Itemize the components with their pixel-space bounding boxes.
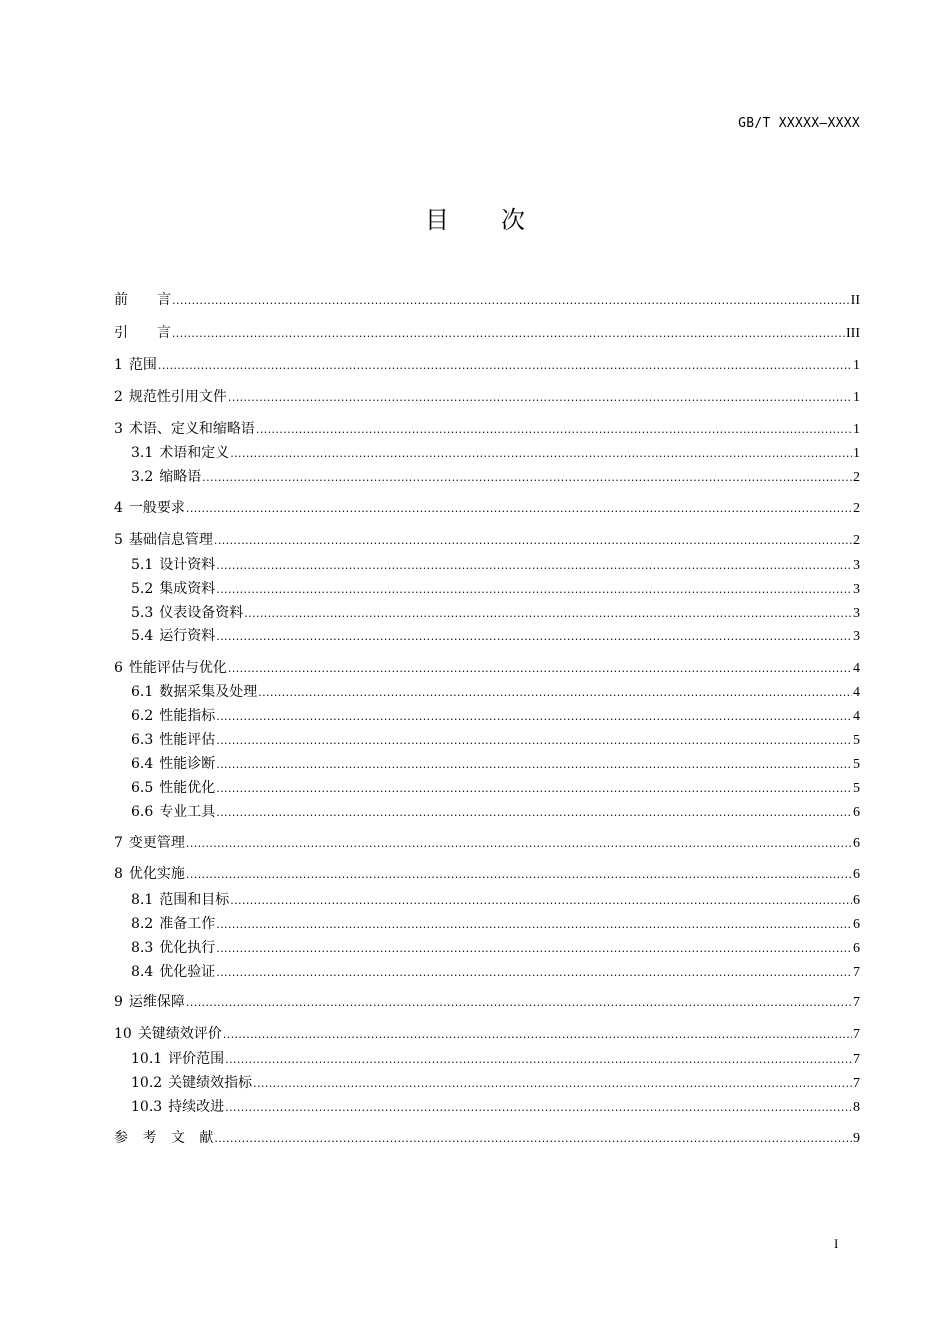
toc-entry-number: 参 考 文 献 bbox=[114, 1130, 214, 1146]
toc-entry-number: 前 bbox=[114, 292, 128, 308]
toc-entry[interactable] bbox=[114, 1097, 860, 1117]
toc-entry-number: 10 bbox=[114, 1026, 132, 1042]
toc-entry[interactable] bbox=[114, 603, 860, 623]
toc-entry-number: 6.6 bbox=[131, 804, 154, 820]
toc-entry-page: 6 bbox=[853, 867, 860, 882]
toc-leader-dots bbox=[158, 356, 852, 376]
standard-code: GB/T XXXXX—XXXX bbox=[738, 116, 860, 131]
toc-entry-number: 5.1 bbox=[131, 557, 154, 573]
toc-leader-dots bbox=[216, 580, 852, 600]
toc-leader-dots bbox=[216, 731, 852, 751]
toc-entry[interactable] bbox=[114, 914, 860, 934]
toc-leader-dots bbox=[256, 420, 852, 440]
toc-leader-dots bbox=[225, 1098, 852, 1118]
toc-entry-title: 缩略语 bbox=[159, 469, 202, 485]
toc-leader-dots bbox=[230, 444, 852, 464]
toc-entry[interactable] bbox=[114, 498, 860, 518]
toc-entry-page: 9 bbox=[853, 1131, 860, 1146]
toc-entry[interactable] bbox=[114, 579, 860, 599]
toc-entry-title: 性能优化 bbox=[159, 780, 216, 796]
toc-entry-page: 5 bbox=[853, 733, 860, 748]
toc-entry[interactable] bbox=[114, 1049, 860, 1069]
toc-entry-number: 8.4 bbox=[131, 964, 154, 980]
toc-entry-page: 8 bbox=[853, 1100, 860, 1115]
toc-entry[interactable] bbox=[114, 864, 860, 884]
toc-entry[interactable] bbox=[114, 323, 860, 343]
toc-entry-number: 3.1 bbox=[131, 445, 154, 461]
toc-entry-page: 1 bbox=[853, 358, 860, 373]
toc-entry-title: 数据采集及处理 bbox=[159, 684, 258, 700]
toc-entry[interactable] bbox=[114, 1128, 860, 1148]
toc-leader-dots bbox=[216, 939, 852, 959]
toc-entry-page: 7 bbox=[853, 1027, 860, 1042]
toc-leader-dots bbox=[216, 963, 852, 983]
toc-entry-page: 4 bbox=[853, 661, 860, 676]
toc-entry-page: III bbox=[846, 326, 860, 341]
toc-entry[interactable] bbox=[114, 555, 860, 575]
toc-entry[interactable] bbox=[114, 778, 860, 798]
toc-leader-dots bbox=[202, 468, 852, 488]
toc-entry-page: II bbox=[850, 293, 860, 308]
toc-entry-number: 3.2 bbox=[131, 469, 154, 485]
toc-entry[interactable] bbox=[114, 1024, 860, 1044]
toc-entry-page: 6 bbox=[853, 836, 860, 851]
toc-entry-number: 3 bbox=[114, 421, 123, 437]
toc-entry-title: 持续改进 bbox=[168, 1099, 225, 1115]
toc-entry[interactable] bbox=[114, 419, 860, 439]
toc-entry[interactable] bbox=[114, 992, 860, 1012]
toc-entry-page: 4 bbox=[853, 709, 860, 724]
toc-leader-dots bbox=[172, 291, 850, 311]
toc-entry-page: 1 bbox=[853, 446, 860, 461]
toc-entry[interactable] bbox=[114, 802, 860, 822]
toc-leader-dots bbox=[216, 755, 852, 775]
toc-entry-number: 1 bbox=[114, 357, 123, 373]
toc-leader-dots bbox=[186, 834, 852, 854]
toc-entry-number: 10.1 bbox=[131, 1051, 163, 1067]
toc-entry[interactable] bbox=[114, 682, 860, 702]
toc-entry-page: 1 bbox=[853, 422, 860, 437]
toc-entry-title: 术语、定义和缩略语 bbox=[128, 421, 255, 437]
toc-entry-title: 性能评估 bbox=[159, 732, 216, 748]
toc-entry-title: 一般要求 bbox=[128, 500, 185, 516]
toc-entry-number: 4 bbox=[114, 500, 123, 516]
toc-entry-page: 6 bbox=[853, 941, 860, 956]
toc-entry-number: 5.4 bbox=[131, 628, 154, 644]
toc-entry-number: 7 bbox=[114, 835, 123, 851]
toc-entry[interactable] bbox=[114, 890, 860, 910]
toc-leader-dots bbox=[186, 865, 852, 885]
toc-entry-page: 7 bbox=[853, 1076, 860, 1091]
toc-entry[interactable] bbox=[114, 938, 860, 958]
toc-entry[interactable] bbox=[114, 730, 860, 750]
toc-leader-dots bbox=[216, 915, 852, 935]
toc-entry-number: 8.3 bbox=[131, 940, 154, 956]
toc-leader-dots bbox=[216, 556, 852, 576]
toc-entry[interactable] bbox=[114, 387, 860, 407]
toc-entry-title: 范围和目标 bbox=[159, 892, 230, 908]
toc-entry-page: 2 bbox=[853, 533, 860, 548]
toc-entry-number: 6.2 bbox=[131, 708, 154, 724]
toc-entry-page: 6 bbox=[853, 893, 860, 908]
toc-entry-page: 5 bbox=[853, 757, 860, 772]
toc-leader-dots bbox=[223, 1025, 852, 1045]
toc-entry-title: 言 bbox=[156, 325, 171, 341]
toc-entry-number: 6.1 bbox=[131, 684, 154, 700]
toc-entry-number: 10.2 bbox=[131, 1075, 163, 1091]
toc-entry-title: 评价范围 bbox=[168, 1051, 225, 1067]
toc-entry-page: 6 bbox=[853, 917, 860, 932]
toc-entry[interactable] bbox=[114, 1073, 860, 1093]
toc-entry-title: 专业工具 bbox=[159, 804, 216, 820]
toc-leader-dots bbox=[228, 388, 852, 408]
toc-entry-title: 规范性引用文件 bbox=[128, 389, 227, 405]
toc-entry-number: 6.5 bbox=[131, 780, 154, 796]
toc-leader-dots bbox=[216, 707, 852, 727]
toc-entry-title: 性能评估与优化 bbox=[128, 660, 227, 676]
toc-entry-title: 性能指标 bbox=[159, 708, 216, 724]
toc-leader-dots bbox=[186, 993, 852, 1013]
toc-entry-number: 10.3 bbox=[131, 1099, 163, 1115]
toc-entry-title: 集成资料 bbox=[159, 581, 216, 597]
toc-entry-page: 6 bbox=[853, 805, 860, 820]
toc-entry-number: 5 bbox=[114, 532, 123, 548]
title-char-1: 目 bbox=[425, 206, 449, 234]
toc-entry-number: 9 bbox=[114, 994, 123, 1010]
toc-entry-page: 1 bbox=[853, 390, 860, 405]
title-char-2: 次 bbox=[501, 206, 525, 234]
toc-leader-dots bbox=[225, 1050, 852, 1070]
toc-entry-page: 2 bbox=[853, 470, 860, 485]
toc-entry[interactable] bbox=[114, 833, 860, 853]
toc-entry-title: 关键绩效指标 bbox=[168, 1075, 253, 1091]
toc-entry-title: 基础信息管理 bbox=[128, 532, 213, 548]
toc-entry[interactable] bbox=[114, 626, 860, 646]
toc-entry-title: 范围 bbox=[128, 357, 157, 373]
toc-entry-title: 优化执行 bbox=[159, 940, 216, 956]
toc-leader-dots bbox=[230, 891, 852, 911]
toc-entry-page: 3 bbox=[853, 606, 860, 621]
toc-entry-page: 3 bbox=[853, 558, 860, 573]
toc-entry[interactable] bbox=[114, 467, 860, 487]
toc-entry-title: 言 bbox=[157, 292, 172, 308]
toc-leader-dots bbox=[172, 324, 845, 344]
toc-leader-dots bbox=[216, 803, 852, 823]
toc-entry-title: 准备工作 bbox=[159, 916, 216, 932]
toc-leader-dots bbox=[214, 531, 852, 551]
toc-leader-dots bbox=[186, 499, 852, 519]
toc-leader-dots bbox=[258, 683, 852, 703]
toc-entry-page: 7 bbox=[853, 1052, 860, 1067]
toc-leader-dots bbox=[216, 627, 852, 647]
toc-entry-page: 3 bbox=[853, 582, 860, 597]
toc-entry[interactable] bbox=[114, 530, 860, 550]
page-title bbox=[0, 200, 950, 235]
toc-entry[interactable] bbox=[114, 962, 860, 982]
toc-entry-title: 设计资料 bbox=[159, 557, 216, 573]
toc-leader-dots bbox=[216, 779, 852, 799]
toc-entry-title: 运行资料 bbox=[159, 628, 216, 644]
toc-entry-title: 性能诊断 bbox=[159, 756, 216, 772]
toc-entry[interactable] bbox=[114, 355, 860, 375]
toc-entry-title: 仪表设备资料 bbox=[159, 605, 244, 621]
page-number: I bbox=[834, 1236, 839, 1251]
toc-entry-number: 2 bbox=[114, 389, 123, 405]
toc-entry-number: 6.4 bbox=[131, 756, 154, 772]
toc-entry-title: 运维保障 bbox=[128, 994, 185, 1010]
toc-entry-page: 7 bbox=[853, 995, 860, 1010]
toc-entry-title: 关键绩效评价 bbox=[137, 1026, 222, 1042]
toc-leader-dots bbox=[244, 604, 852, 624]
toc-entry[interactable] bbox=[114, 658, 860, 678]
toc-entry[interactable] bbox=[114, 443, 860, 463]
toc-entry-number: 5.2 bbox=[131, 581, 154, 597]
toc-entry-page: 2 bbox=[853, 501, 860, 516]
toc-entry-title: 术语和定义 bbox=[159, 445, 230, 461]
toc-entry-number: 8.2 bbox=[131, 916, 154, 932]
toc-entry-number: 引 bbox=[114, 325, 128, 341]
toc-entry[interactable] bbox=[114, 706, 860, 726]
toc-entry-number: 6.3 bbox=[131, 732, 154, 748]
toc-entry-page: 5 bbox=[853, 781, 860, 796]
toc-leader-dots bbox=[253, 1074, 852, 1094]
toc-entry-page: 7 bbox=[853, 965, 860, 980]
toc-entry-number: 8.1 bbox=[131, 892, 154, 908]
toc-entry[interactable] bbox=[114, 290, 860, 310]
toc-entry-page: 3 bbox=[853, 629, 860, 644]
toc-entry-number: 5.3 bbox=[131, 605, 154, 621]
toc-entry-page: 4 bbox=[853, 685, 860, 700]
toc-leader-dots bbox=[214, 1129, 852, 1149]
toc-entry-title: 变更管理 bbox=[128, 835, 185, 851]
toc-entry-number: 8 bbox=[114, 866, 123, 882]
toc-entry-title: 优化实施 bbox=[128, 866, 185, 882]
toc-leader-dots bbox=[228, 659, 852, 679]
toc-entry-title: 优化验证 bbox=[159, 964, 216, 980]
toc-entry-number: 6 bbox=[114, 660, 123, 676]
toc-entry[interactable] bbox=[114, 754, 860, 774]
